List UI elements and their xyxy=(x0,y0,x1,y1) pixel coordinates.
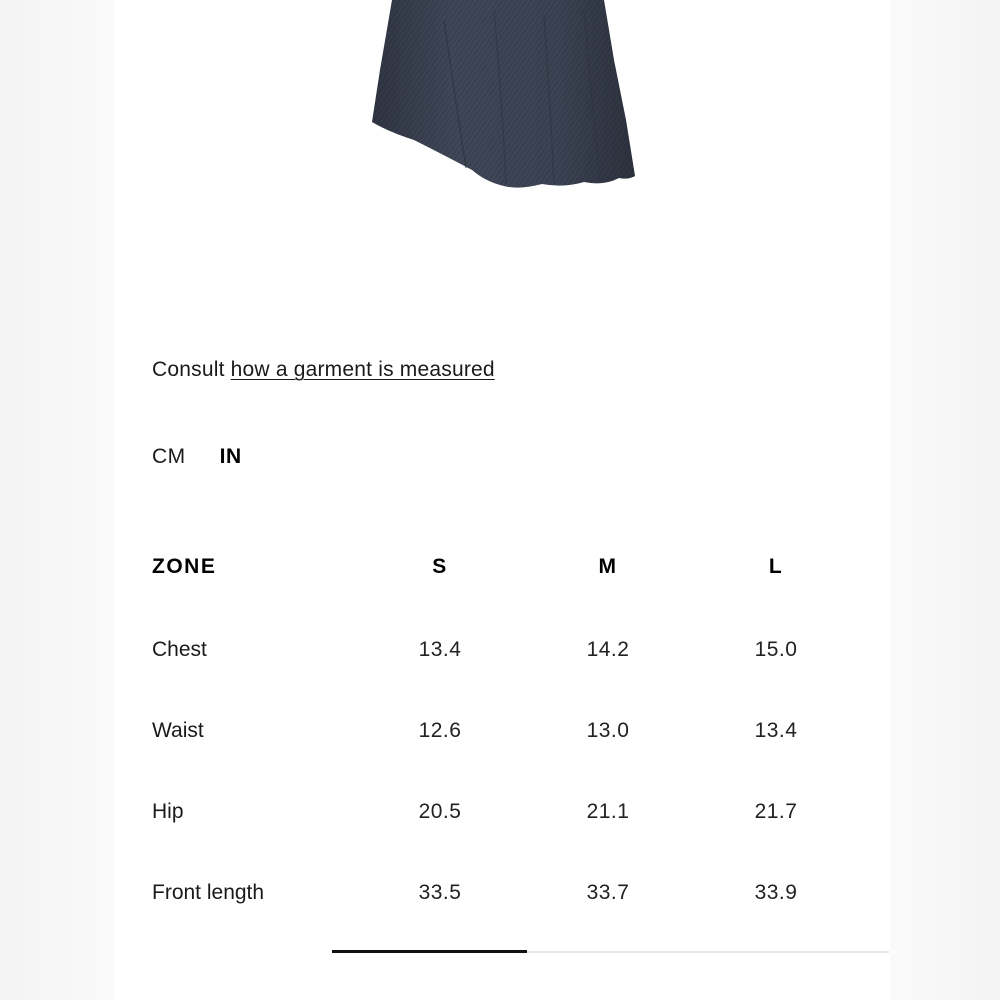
size-value: 15.0 xyxy=(754,637,798,661)
table-row xyxy=(152,771,860,852)
size-value: 14.2 xyxy=(586,637,630,661)
zone-label: Waist xyxy=(152,718,204,742)
table-row xyxy=(152,609,860,690)
horizontal-scroll-thumb[interactable] xyxy=(332,950,527,953)
size-value: 33.9 xyxy=(754,880,798,904)
how-garment-measured-link[interactable]: how a garment is measured xyxy=(230,358,495,381)
skirt-image xyxy=(114,0,890,300)
zone-label: Hip xyxy=(152,799,184,823)
size-table xyxy=(152,525,860,933)
page-right-margin xyxy=(890,0,1000,1000)
header-size-s: S xyxy=(432,555,448,578)
size-value: 13.4 xyxy=(418,637,462,661)
product-image xyxy=(114,0,890,300)
size-value: 21.7 xyxy=(754,799,798,823)
size-value: 12.6 xyxy=(418,718,462,742)
unit-cm-toggle[interactable]: CM xyxy=(152,445,186,468)
page-left-margin xyxy=(0,0,114,1000)
unit-toggle xyxy=(152,445,242,469)
unit-in-toggle[interactable]: IN xyxy=(219,445,242,468)
horizontal-scroll-track[interactable] xyxy=(332,951,889,953)
zone-label: Chest xyxy=(152,637,207,661)
measure-guide-text xyxy=(152,358,495,382)
size-value: 21.1 xyxy=(586,799,630,823)
header-size-m: M xyxy=(598,555,618,578)
size-guide-panel xyxy=(114,0,890,1000)
size-value: 33.5 xyxy=(418,880,462,904)
header-size-l: L xyxy=(768,555,784,578)
consult-prefix: Consult xyxy=(152,358,225,381)
size-value: 20.5 xyxy=(418,799,462,823)
table-header-row xyxy=(152,525,860,609)
table-row xyxy=(152,690,860,771)
size-value: 13.4 xyxy=(754,718,798,742)
header-zone: ZONE xyxy=(152,555,217,578)
table-row xyxy=(152,852,860,933)
size-value: 13.0 xyxy=(586,718,630,742)
size-value: 33.7 xyxy=(586,880,630,904)
zone-label: Front length xyxy=(152,880,265,904)
